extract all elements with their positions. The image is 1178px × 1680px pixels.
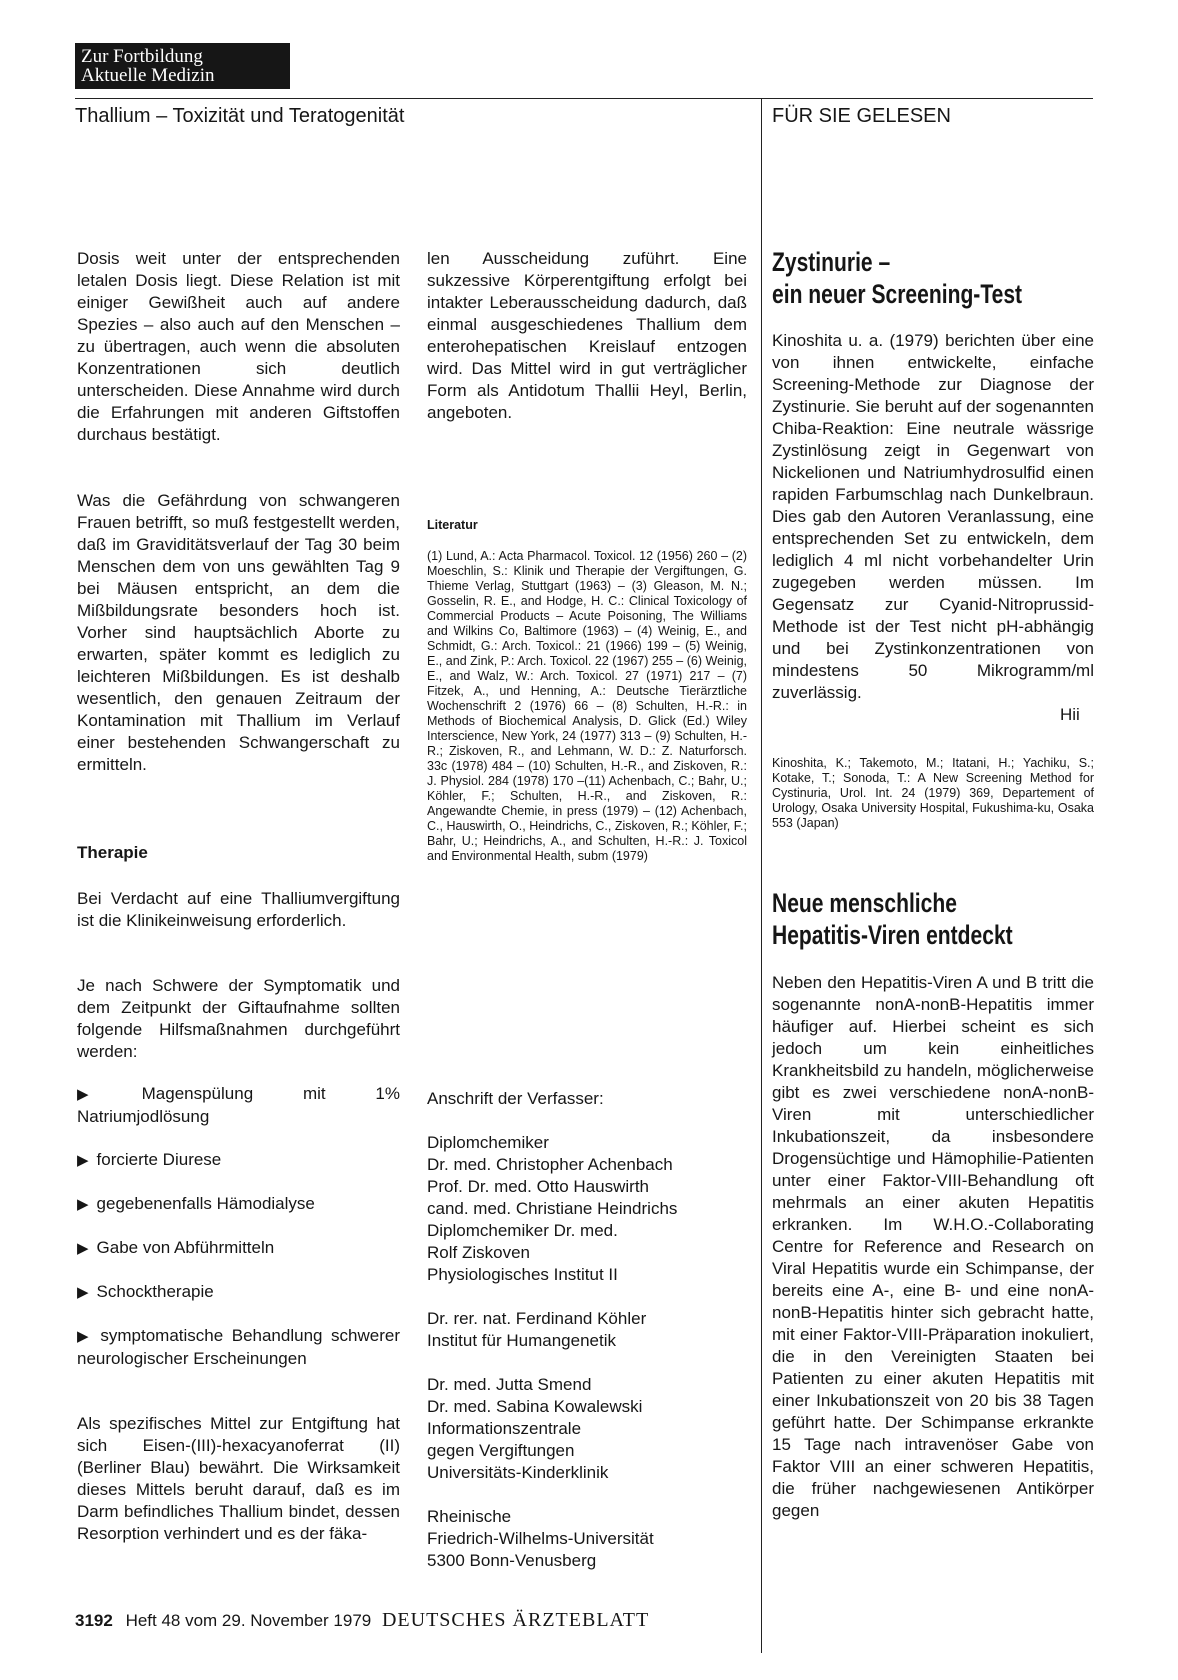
col1-paragraph-2: Was die Gefährdung von schwangeren Frauen betrifft, so muß festgestellt werden, daß im Graviditätsverlauf der Tag 30 beim Menschen dem von uns gewählten Tag 9 bei Mäusen entspricht, an dem die Mißbildungsrate besonders hoch ist. Vorher sind hauptsächlich Aborte zu erwarten, später kommt es lediglich zu leichteren Mißbildungen. Es ist deshalb wesentlich, den genauen Zeitraum der Kontamination mit Thallium im Verlauf einer bestehenden Schwangerschaft zu ermitteln. xyxy=(77,491,400,774)
article1-body: Kinoshita u. a. (1979) berichten über eine von ihnen entwickelte, einfache Screening-Methode zur Diagnose der Zystinurie. Sie beruht auf der sogenannten Chiba-Reaktion: Eine neutrale wässrige Zystinlösung zeigt in Gegenwart von Nickelionen und Natriumhydrosulfid einen rapiden Farbumschlag nach Dunkelbraun. Dies gab den Autoren Veranlassung, eine entsprechenden Set zu entwickeln, dem lediglich 4 ml nicht vorbehandelter Urin zugegeben werden müssen. Im Gegensatz zur Cyanid-Nitroprussid-Methode ist der Test nicht pH-abhängig und bei Zystinkonzentrationen von mindestens 50 Mikrogramm/ml zuverlässig. xyxy=(772,331,1094,702)
literatur-heading: Literatur xyxy=(427,518,478,532)
section-label-line1: Zur Fortbildung xyxy=(81,46,203,67)
col1-paragraph-4: Je nach Schwere der Symptomatik und dem Zeitpunkt der Giftaufnahme sollten folgende Hilfsmaßnahmen durchgeführt werden: xyxy=(77,976,400,1061)
article1-reference: Kinoshita, K.; Takemoto, M.; Itatani, H.; Yachiku, S.; Kotake, T.; Sonoda, T.: A New Screening Method for Cystinuria, Urol. Int. 24 (1979) 369, Departement of Urology, Osaka University Hospital, Fukushima-ku, Osaka 553 (Japan) xyxy=(772,756,1094,830)
triangle-bullet-icon: ▶ xyxy=(77,1196,89,1213)
running-head-right: FÜR SIE GELESEN xyxy=(772,105,951,127)
therapy-bullet: ▶ symptomatische Behandlung schwerer neurologischer Erscheinungen xyxy=(77,1326,400,1368)
address-block: Dr. rer. nat. Ferdinand Köhler Institut für Humangenetik xyxy=(427,1309,647,1350)
article2-title: Neue menschliche Hepatitis-Viren entdeckt xyxy=(772,888,1013,950)
therapy-bullet: ▶ Gabe von Abführmitteln xyxy=(77,1238,275,1257)
address-block: Dr. med. Jutta Smend Dr. med. Sabina Kowalewski Informationszentrale gegen Vergiftungen Universitäts-Kinderklinik xyxy=(427,1375,643,1482)
page-number: 3192 xyxy=(75,1611,113,1630)
address-block: Diplomchemiker Dr. med. Christopher Achenbach Prof. Dr. med. Otto Hauswirth cand. med. Christiane Heindrichs Diplomchemiker Dr. med. Rolf Ziskoven Physiologisches Institut II xyxy=(427,1133,678,1284)
running-head-left: Thallium – Toxizität und Teratogenität xyxy=(75,105,405,127)
column-divider xyxy=(761,98,762,1653)
reference-list: (1) Lund, A.: Acta Pharmacol. Toxicol. 12 (1956) 260 – (2) Moeschlin, S.: Klinik und Therapie der Vergiftungen, G. Thieme Verlag, Stuttgart (1963) – (3) Gleason, M. N.; Gosselin, R. E., and Hodge, H. C.: Clinical Toxicology of Commercial Products – Acute Poisoning, The Williams and Wilkins Co, Baltimore (1963) – (4) Weinig, E., and Schmidt, G.: Arch. Toxicol.: 21 (1966) 199 – (5) Weinig, E., and Zink, P.: Arch. Toxicol. 22 (1967) 255 – (6) Weinig, E., and Walz, W.: Arch. Toxicol. 27 (1971) 217 – (7) Fitzek, A., und Henning, A.: Deutsche Tierärztliche Wochenschrift 2 (1976) 66 – (8) Schulten, H.-R.: in Methods of Biochemical Analysis, D. Glick (Ed.) Wiley Interscience, New York, 24 (1977) 313 – (9) Schulten, H.-R.; Ziskoven, R., and Lehmann, W. D.: Z. Naturforsch. 33c (1978) 484 – (10) Schulten, H.-R., and Ziskoven, R.: J. Physiol. 284 (1978) 170 –(11) Achenbach, C.; Bahr, U.; Köhler, F.; Schulten, H.-R., and Ziskoven, R.: Angewandte Chemie, in press (1979) – (12) Achenbach, C., Hauswirth, O., Heindrichs, C., Ziskoven, R.; Köhler, F.; Bahr, U.; Heindrichs, A., and Schulten, H.-R.: J. Toxicol and Environmental Health, subm (1979) xyxy=(427,549,747,863)
address-block: Rheinische Friedrich-Wilhelms-Universität 5300 Bonn-Venusberg xyxy=(427,1507,654,1570)
address-heading: Anschrift der Verfasser: xyxy=(427,1089,604,1108)
therapy-bullet: ▶ forcierte Diurese xyxy=(77,1150,222,1169)
section-label xyxy=(75,43,290,89)
section-label-line2: Aktuelle Medizin xyxy=(81,65,215,86)
issue-info: Heft 48 vom 29. November 1979 xyxy=(125,1611,372,1630)
col1-paragraph-5: Als spezifisches Mittel zur Entgiftung hat sich Eisen-(III)-hexacyanoferrat (II) (Berliner Blau) bewährt. Die Wirksamkeit dieses Mittels beruht darauf, daß es im Darm befindliches Thallium bindet, dessen Resorption verhindert und es der fäka- xyxy=(77,1414,400,1543)
triangle-bullet-icon: ▶ xyxy=(77,1086,134,1103)
col1-paragraph-3: Bei Verdacht auf eine Thalliumvergiftung ist die Klinikeinweisung erforderlich. xyxy=(77,889,400,930)
triangle-bullet-icon: ▶ xyxy=(77,1284,89,1301)
magazine-name: DEUTSCHES ÄRZTEBLATT xyxy=(381,1609,650,1631)
header-rule xyxy=(75,98,1093,99)
therapie-heading: Therapie xyxy=(77,843,148,862)
therapy-bullet: ▶ Magenspülung mit 1% Natriumjodlösung xyxy=(77,1084,400,1126)
triangle-bullet-icon: ▶ xyxy=(77,1240,89,1257)
article1-title: Zystinurie – ein neuer Screening-Test xyxy=(772,247,1023,309)
col2-paragraph-1: len Ausscheidung zuführt. Eine sukzessive Körperentgiftung erfolgt bei intakter Leberausscheidung dadurch, daß einmal ausgeschiedenes Thallium dem enterohepatischen Kreislauf entzogen wird. Das Mittel wird in gut verträglicher Form als Antidotum Thallii Heyl, Berlin, angeboten. xyxy=(427,249,747,422)
triangle-bullet-icon: ▶ xyxy=(77,1152,89,1169)
therapy-bullet: ▶ Schocktherapie xyxy=(77,1282,214,1301)
article1-signature: Hii xyxy=(1060,705,1080,724)
page-footer xyxy=(75,1609,649,1632)
triangle-bullet-icon: ▶ xyxy=(77,1328,93,1345)
col1-paragraph-1: Dosis weit unter der entsprechenden letalen Dosis liegt. Diese Relation ist mit einiger Gewißheit auch auf andere Spezies – also auch auf den Menschen – zu übertragen, auch wenn die absoluten Konzentrationen sich deutlich unterscheiden. Diese Annahme wird durch die Erfahrungen mit anderen Giftstoffen durchaus bestätigt. xyxy=(77,249,400,444)
article2-body: Neben den Hepatitis-Viren A und B tritt die sogenannte nonA-nonB-Hepatitis immer häufiger auf. Hierbei scheint es sich jedoch um kein einheitliches Krankheitsbild zu handeln, möglicherweise gibt es zwei verschiedene nonA-nonB-Viren mit unterschiedlicher Inkubationszeit, da insbesondere Drogensüchtige und Hämophilie-Patienten unter einer Faktor-VIII-Behandlung oft mehrmals an einer akuten Hepatitis erkranken. Im W.H.O.-Collaborating Centre for Reference and Research on Viral Hepatitis wurde ein Schimpanse, der bereits eine A-, eine B- und eine nonA-nonB-Hepatitis hinter sich gebracht hatte, mit einer Faktor-VIII-Präparation inokuliert, die in den Vereinigten Staaten bei Patienten zu einer akuten Hepatitis mit einer Inkubationszeit von 20 bis 38 Tagen geführt hatte. Der Schimpanse erkrankte 15 Tage nach intravenöser Gabe von Faktor VIII an einer schweren Hepatitis, die früher nachgewiesenen Antikörper gegen xyxy=(772,973,1094,1520)
therapy-bullet: ▶ gegebenenfalls Hämodialyse xyxy=(77,1194,315,1213)
